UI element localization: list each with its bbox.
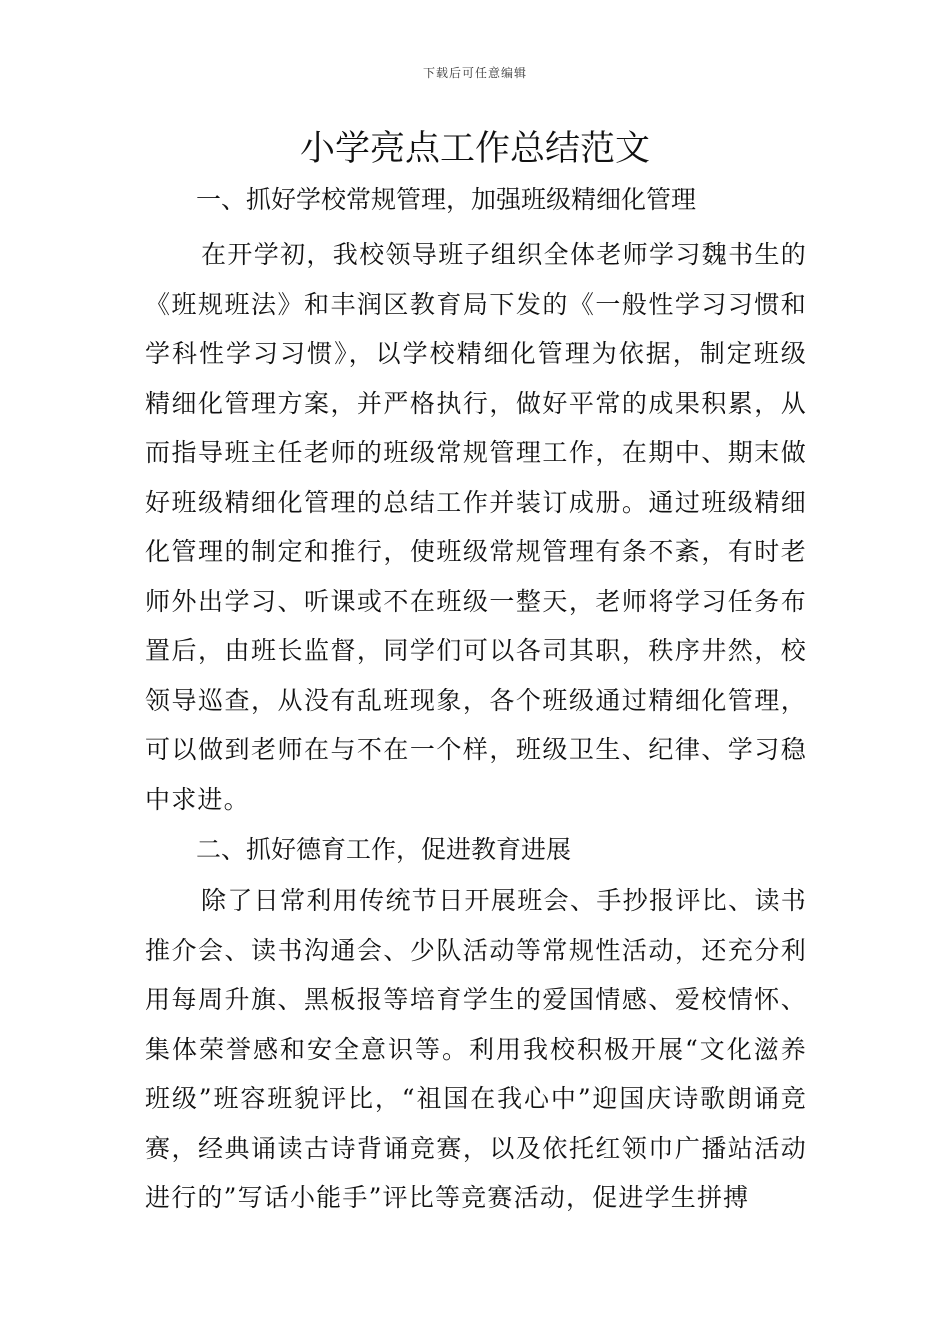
page-header-note: 下载后可任意编辑 [422,66,527,80]
section-heading-1: 一、抓好学校常规管理，加强班级精细化管理 [196,185,697,214]
section-paragraph-1: 在开学初，我校领导班子组织全体老师学习魏书生的《班规班法》和丰润区教育局下发的《一般性学习习惯和学科性学习习惯》，以学校精细化管理为依据，制定班级精细化管理方案，并严格执行，做好平常的成果积累，从而指导班主任老师的班级常规管理工作，在期中、期末做好班级精细化管理的总结工作并装订成册。通过班级精细化管理的制定和推行，使班级常规管理有条不紊，有时老师外出学习、听课或不在班级一整天，老师将学习任务布置后，由班长监督，同学们可以各司其职，秩序井然，校领导巡查，从没有乱班现象，各个班级通过精细化管理，可以做到老师在与不在一个样，班级卫生、纪律、学习稳中求进。 [145,240,807,814]
section-paragraph-2: 除了日常利用传统节日开展班会、手抄报评比、读书推介会、读书沟通会、少队活动等常规性活动，还充分利用每周升旗、黑板报等培育学生的爱国情感、爱校情怀、集体荣誉感和安全意识等。利用我校积极开展“文化滋养班级”班容班貌评比，“祖国在我心中”迎国庆诗歌朗诵竞赛，经典诵读古诗背诵竞赛，以及依托红领巾广播站活动进行的”写话小能手”评比等竞赛活动，促进学生拼搏 [145,886,807,1212]
document-body [145,176,807,1223]
document-title: 小学亮点工作总结范文 [299,129,650,169]
section-heading-2: 二、抓好德育工作，促进教育进展 [196,835,572,864]
